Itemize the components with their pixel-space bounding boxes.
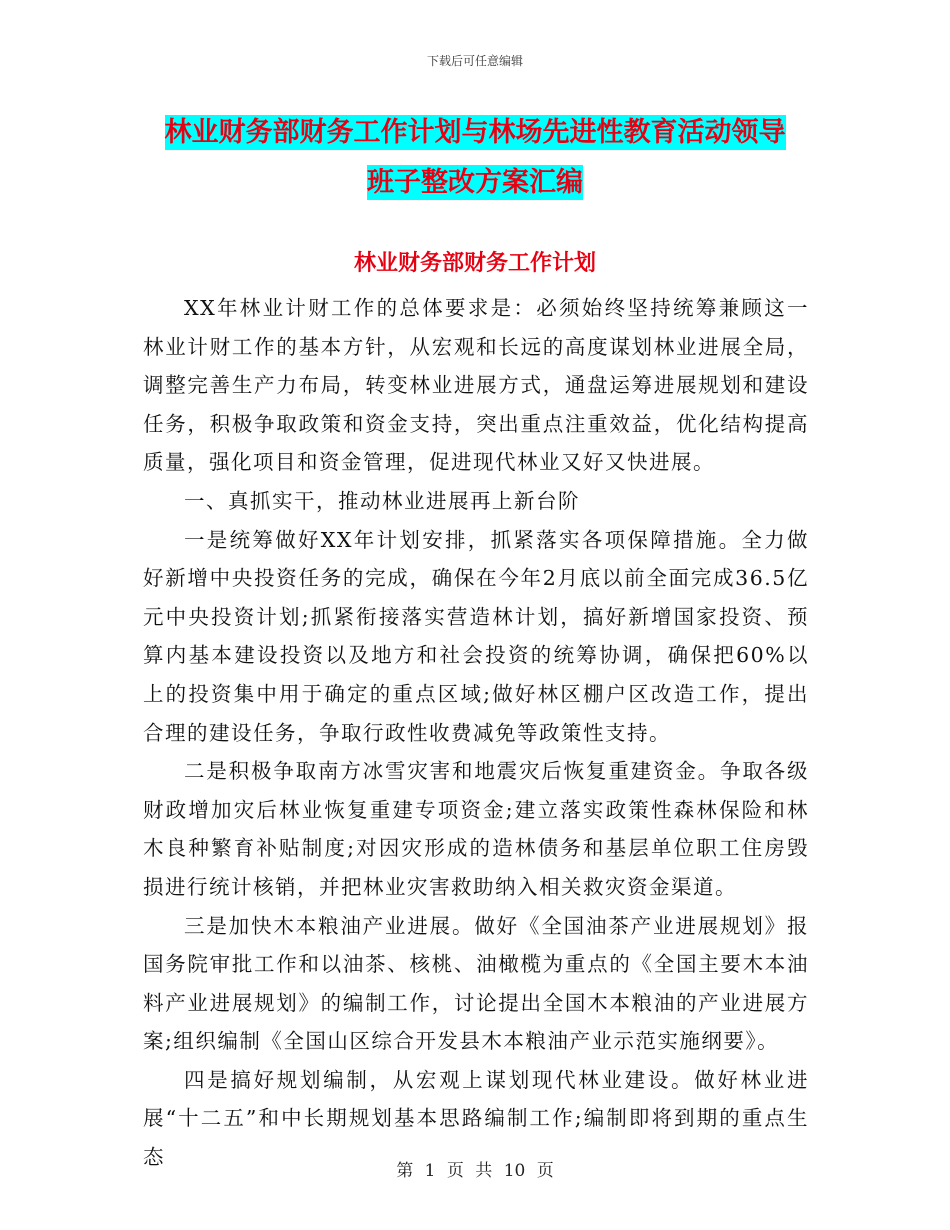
document-body xyxy=(143,289,809,1177)
page-header-note: 下载后可任意编辑 xyxy=(426,54,523,68)
paragraph: 三是加快木本粮油产业进展。做好《全国油茶产业进展规划》报国务院审批工作和以油茶、核桃、油橄榄为重点的《全国主要木本油料产业进展规划》的编制工作，讨论提出全国木本粮油的产业进展方案;组织编制《全国山区综合开发县木本粮油产业示范实施纲要》。 xyxy=(143,913,809,1054)
section-title: 林业财务部财务工作计划 xyxy=(353,251,596,276)
paragraph-heading: 一、真抓实干，推动林业进展再上新台阶 xyxy=(184,488,580,513)
page-number-footer: 第 1 页 共 10 页 xyxy=(396,1161,554,1181)
document-title-line-2: 班子整改方案汇编 xyxy=(367,167,583,198)
paragraph: 二是积极争取南方冰雪灾害和地震灾后恢复重建资金。争取各级财政增加灾后林业恢复重建专项资金;建立落实政策性森林保险和林木良种繁育补贴制度;对因灾形成的造林债务和基层单位职工住房毁损进行统计核销，并把林业灾害救助纳入相关救灾资金渠道。 xyxy=(143,759,809,899)
document-title xyxy=(140,108,810,208)
paragraph: XX年林业计财工作的总体要求是：必须始终坚持统筹兼顾这一林业计财工作的基本方针，从宏观和长远的高度谋划林业进展全局，调整完善生产力布局，转变林业进展方式，通盘运筹进展规划和建设任务，积极争取政策和资金支持，突出重点注重效益，优化结构提高质量，强化项目和资金管理，促进现代林业又好又快进展。 xyxy=(143,296,809,475)
paragraph: 四是搞好规划编制，从宏观上谋划现代林业建设。做好林业进展“十二五”和中长期规划基本思路编制工作;编制即将到期的重点生态 xyxy=(143,1067,809,1170)
paragraph: 一是统筹做好XX年计划安排，抓紧落实各项保障措施。全力做好新增中央投资任务的完成，确保在今年2月底以前全面完成36.5亿元中央投资计划;抓紧衔接落实营造林计划，搞好新增国家投资、预算内基本建设投资以及地方和社会投资的统筹协调，确保把60%以上的投资集中用于确定的重点区域;做好林区棚户区改造工作，提出合理的建设任务，争取行政性收费减免等政策性支持。 xyxy=(143,527,809,745)
document-title-line-1: 林业财务部财务工作计划与林场先进性教育活动领导 xyxy=(164,117,786,148)
